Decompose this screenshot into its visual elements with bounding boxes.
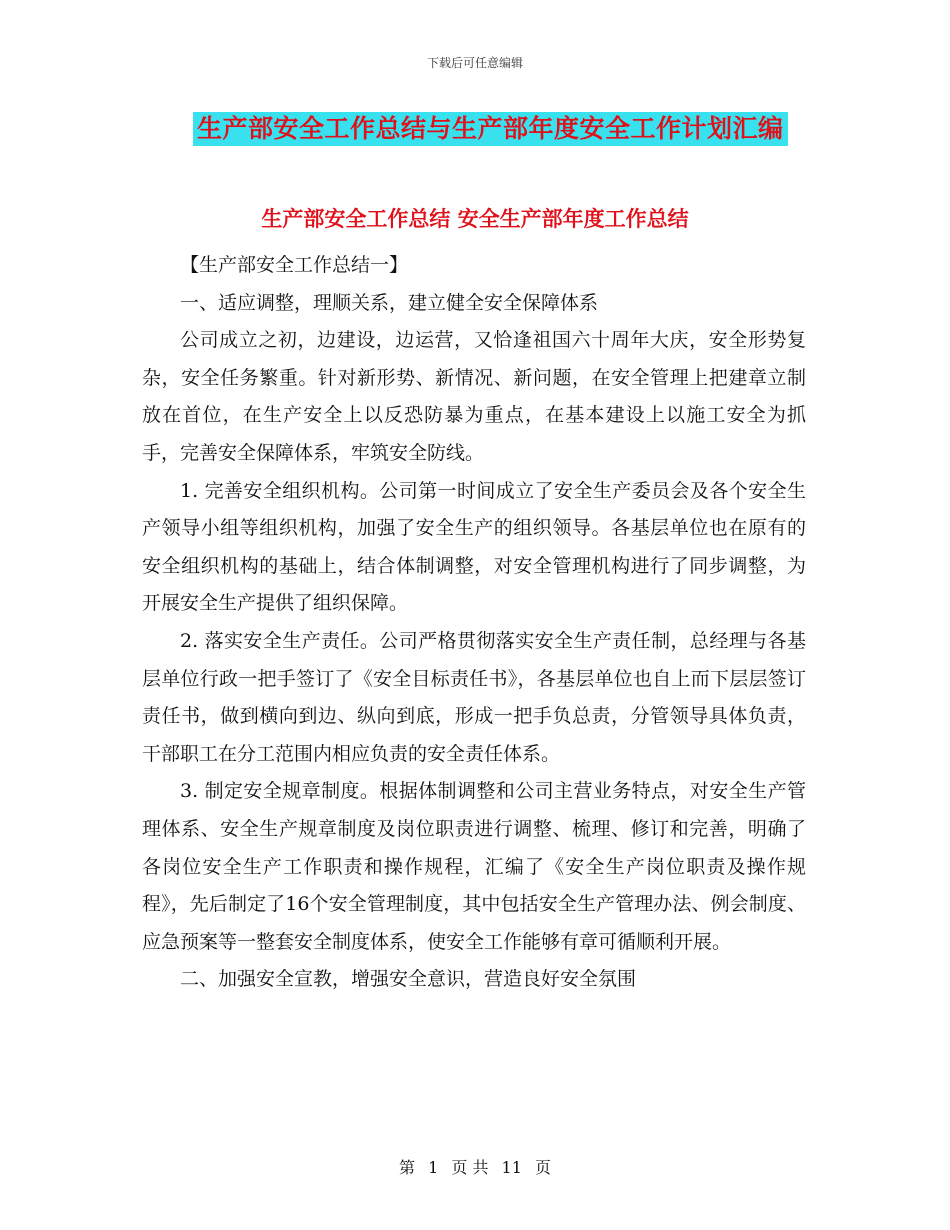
page-label-mid: 页 共 [451,1158,489,1177]
header-note: 下载后可任意编辑 [426,56,523,70]
body-paragraph: 1. 完善安全组织机构。公司第一时间成立了安全生产委员会及各个安全生产领导小组等组织机构，加强了安全生产的组织领导。各基层单位也在原有的安全组织机构的基础上，结合体制调整，对安全管理机构进行了同步调整，为开展安全生产提供了组织保障。 [142,479,806,615]
document-body [142,247,806,999]
body-paragraph: 公司成立之初，边建设，边运营，又恰逢祖国六十周年大庆，安全形势复杂，安全任务繁重。针对新形势、新情况、新问题，在安全管理上把建章立制放在首位，在生产安全上以反恐防暴为重点，在基本建设上以施工安全为抓手，完善安全保障体系，牢筑安全防线。 [142,329,806,464]
body-paragraph: 3. 制定安全规章制度。根据体制调整和公司主营业务特点，对安全生产管理体系、安全生产规章制度及岗位职责进行调整、梳理、修订和完善，明确了各岗位安全生产工作职责和操作规程，汇编了《安全生产岗位职责及操作规程》，先后制定了16个安全管理制度，其中包括安全生产管理办法、例会制度、应急预案等一整套安全制度体系，使安全工作能够有章可循顺利开展。 [142,780,806,953]
section-heading: 【生产部安全工作总结一】 [180,254,409,276]
page-number: 1 [428,1158,439,1177]
body-paragraph: 2. 落实安全生产责任。公司严格贯彻落实安全生产责任制，总经理与各基层单位行政一把手签订了《安全目标责任书》，各基层单位也自上而下层层签订责任书，做到横向到边、纵向到底，形成一把手负总责，分管领导具体负责，干部职工在分工范围内相应负责的安全责任体系。 [142,629,806,765]
page-footer [0,1155,950,1178]
section-heading: 一、适应调整，理顺关系，建立健全安全保障体系 [180,291,599,314]
page-label-suffix: 页 [535,1158,552,1177]
section-heading: 二、加强安全宣教，增强安全意识，营造良好安全氛围 [180,968,637,991]
document-main-title: 生产部安全工作总结与生产部年度安全工作计划汇编 [193,112,788,146]
page-total: 11 [501,1158,522,1177]
page-label-prefix: 第 [398,1158,415,1177]
document-sub-title: 生产部安全工作总结 安全生产部年度工作总结 [261,206,689,231]
